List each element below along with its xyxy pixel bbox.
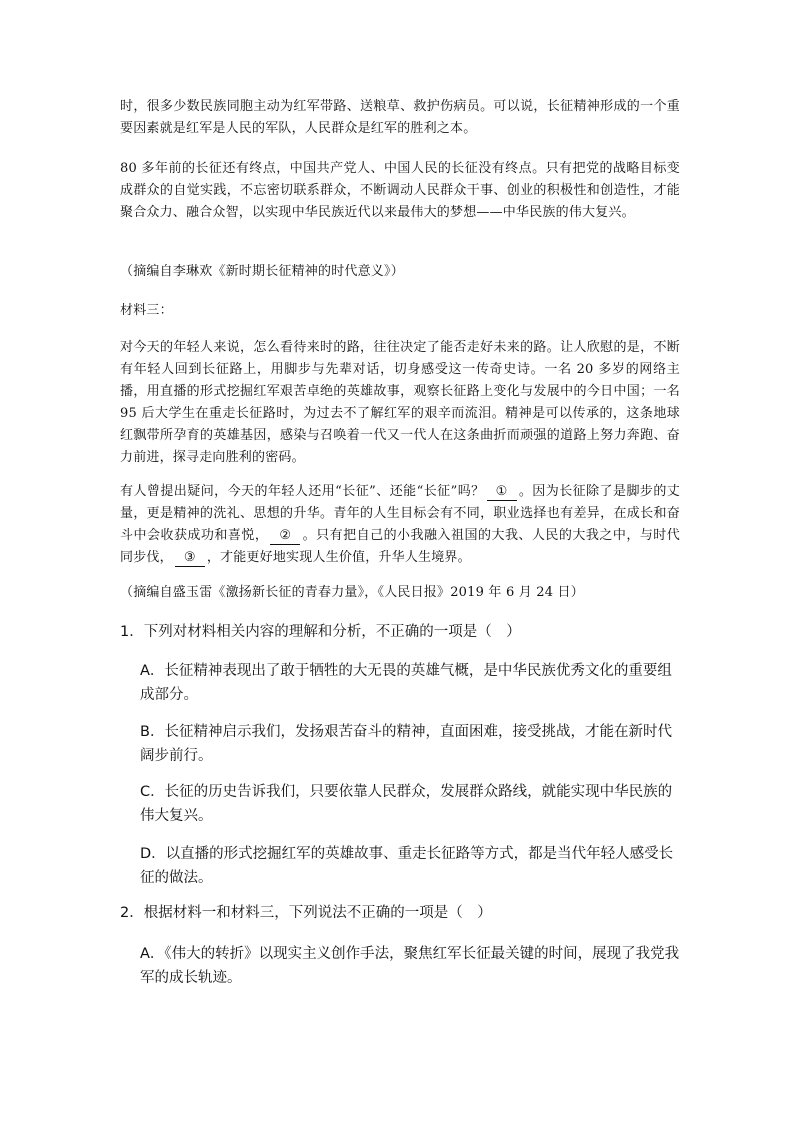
source-citation-3: （摘编自盛玉雷《激扬新长征的青春力量》，《人民日报》2019 年 6 月 24 日） (120, 585, 584, 600)
paragraph-4-part-b: 。因为长征除了是脚步的丈量，更是精神的洗礼、思想的升华。青年的人生目标会有不同，职业选择也有差异，在成长和奋斗中会收获成功和喜悦， (120, 484, 680, 543)
question-1-stem: 1．下列对材料相关内容的理解和分析，不正确的一项是（ ） (120, 624, 521, 640)
passage-paragraph-2: 80 多年前的长征还有终点，中国共产党人、中国人民的长征没有终点。只有把党的战略目标变成群众的自觉实践，不忘密切联系群众，不断调动人民群众干事、创业的积极性和创造性，才能聚合众力、融合众智，以实现中华民族近代以来最伟大的梦想——中华民族的伟大复兴。 (120, 161, 680, 220)
question-2-option-a: A．《伟大的转折》以现实主义创作手法，聚焦红军长征最关键的时间，展现了我党我军的成长轨迹。 (140, 946, 680, 986)
question-1-option-b: B．长征精神启示我们，发扬艰苦奋斗的精神，直面困难，接受挑战，才能在新时代阔步前行。 (140, 724, 672, 764)
question-1-option-c: C．长征的历史告诉我们，只要依靠人民群众，发展群众路线，就能实现中华民族的伟大复兴。 (140, 784, 673, 824)
paragraph-4-part-d: ，才能更好地实现人生价值，升华人生境界。 (206, 550, 471, 565)
passage-paragraph-3: 对今天的年轻人来说，怎么看待来时的路，往往决定了能否走好未来的路。让人欣慰的是，不断有年轻人回到长征路上，用脚步与先辈对话，切身感受这一传奇史诗。一名 20 多岁的网络主播，用直播的形式挖掘红军艰苦卓绝的英雄故事，观察长征路上变化与发展中的今日中国；一名 95 后大学生在重走长征路时，为过去不了解红军的艰辛而流泪。精神是可以传承的，这条地球红飘带所孕育的英雄基因，感染与召唤着一代又一代人在这条曲折而顽强的道路上努力奔跑、奋力前进，探寻走向胜利的密码。 (120, 340, 680, 465)
fill-blank-1: ① (487, 484, 517, 501)
passage-paragraph-4 (120, 481, 680, 569)
question-1-option-d: D．以直播的形式挖掘红军的英雄故事、重走长征路等方式，都是当代年轻人感受长征的做法。 (140, 846, 674, 886)
paragraph-4-part-c: 。只有把自己的小我融入祖国的大我、人民的大我之中，与时代同步伐， (120, 528, 680, 565)
material-3-label: 材料三： (120, 303, 173, 318)
question-2-stem: 2．根据材料一和材料三，下列说法不正确的一项是（ ） (120, 905, 492, 921)
passage-paragraph-1: 时，很多少数民族同胞主动为红军带路、送粮草、救护伤病员。可以说，长征精神形成的一个重要因素就是红军是人民的军队，人民群众是红军的胜利之本。 (120, 99, 680, 136)
paragraph-4-part-a: 有人曾提出疑问，今天的年轻人还用“长征”、还能“长征”吗？ (120, 484, 485, 499)
fill-blank-3: ③ (175, 550, 205, 567)
fill-blank-2: ② (270, 528, 300, 545)
question-1-option-a: A．长征精神表现出了敢于牺牲的大无畏的英雄气概，是中华民族优秀文化的重要组成部分。 (140, 663, 672, 703)
source-citation-2: （摘编自李琳欢《新时期长征精神的时代意义》） (120, 264, 404, 279)
